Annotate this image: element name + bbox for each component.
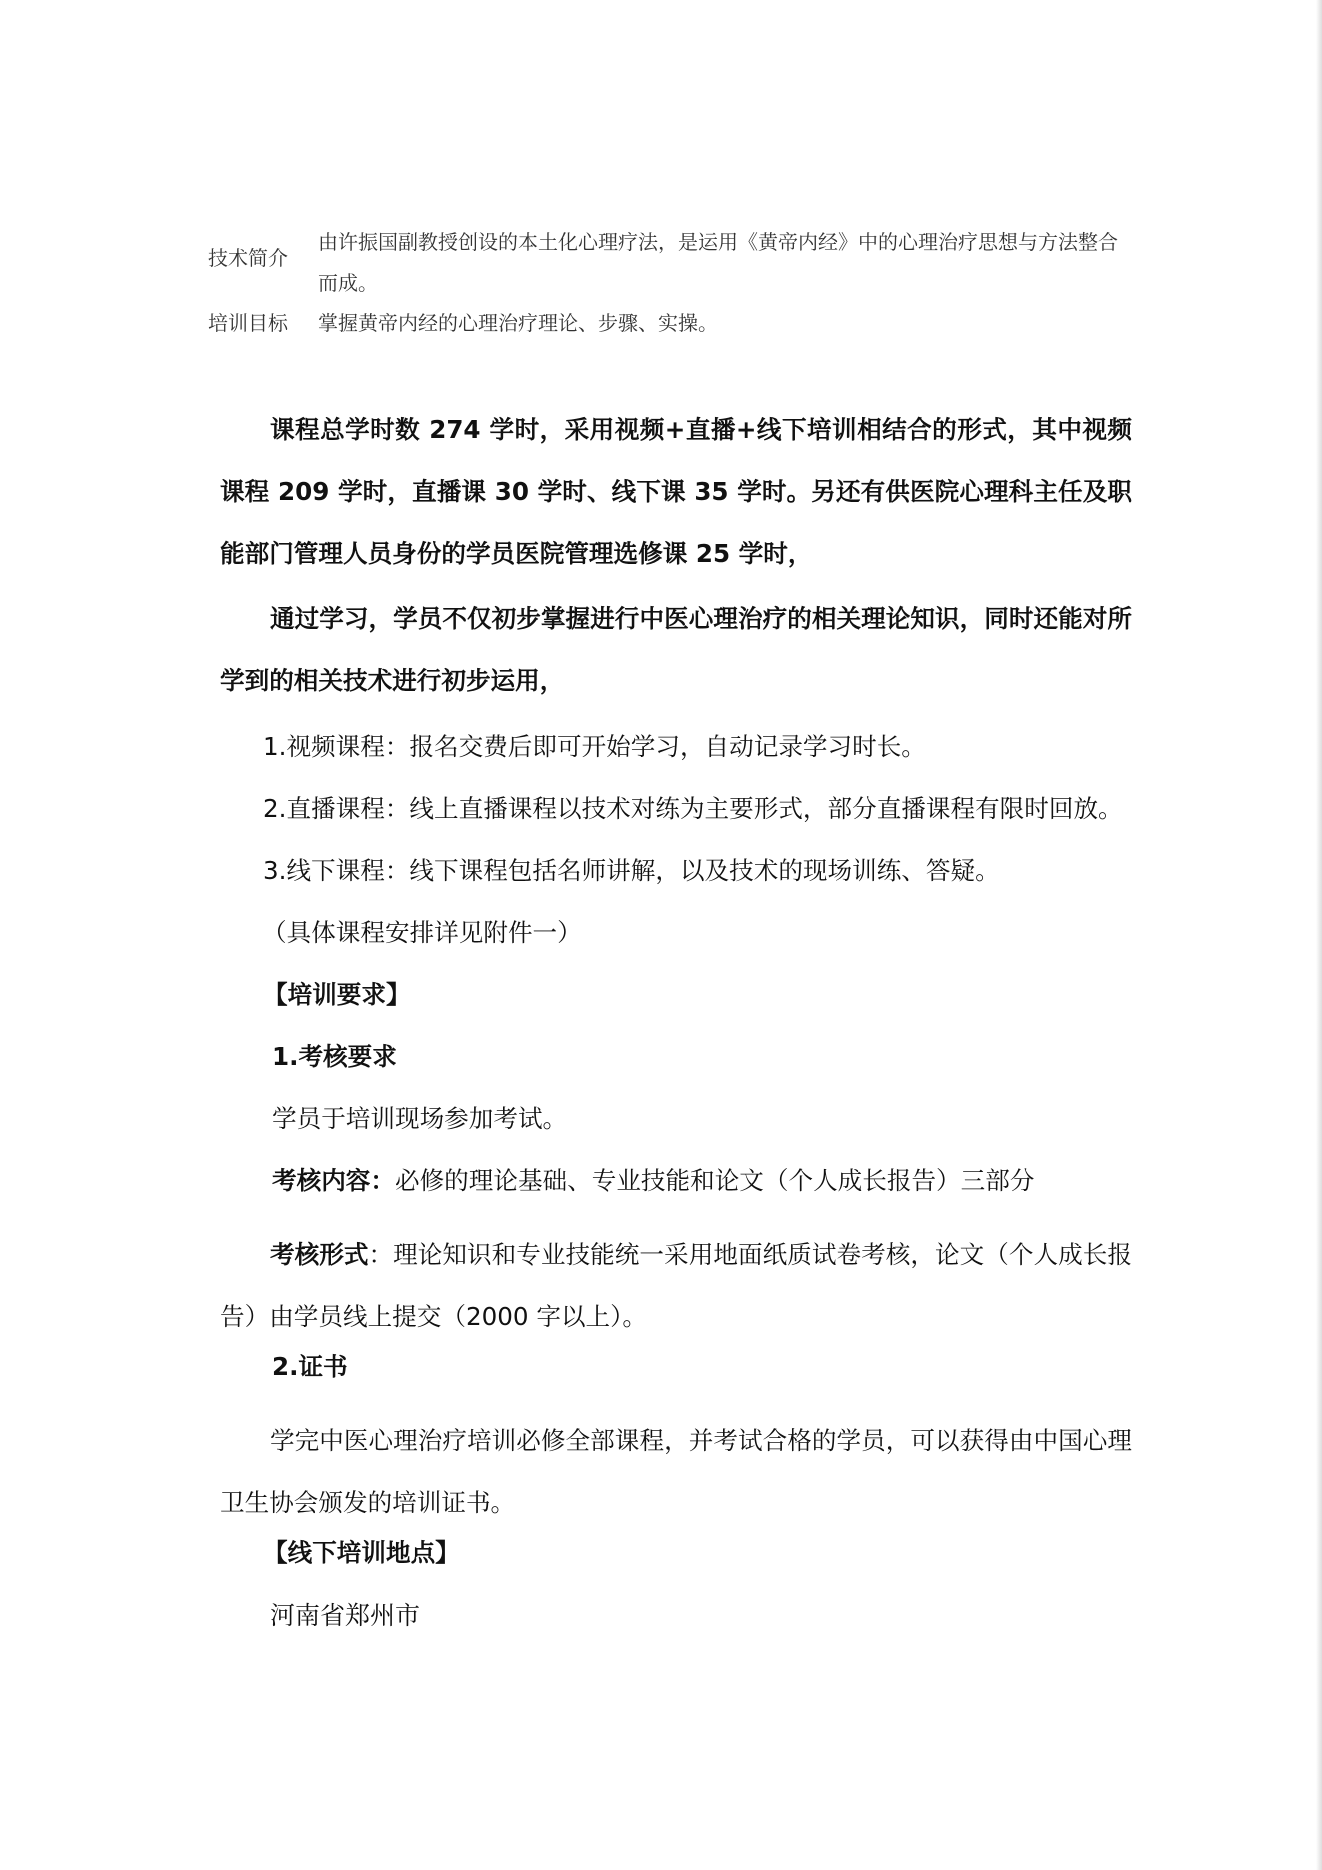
summary-paragraph: 课程总学时数 274 学时，采用视频+直播+线下培训相结合的形式，其中视频课程 209 学时，直播课 30 学时、线下课 35 学时。另还有供医院心理科主任及职能部门管理人员身份的学员医院管理选修课 25 学时， <box>220 415 1132 568</box>
course-item-offline: 3.线下课程：线下课程包括名师讲解，以及技术的现场训练、答疑。 <box>263 856 1000 885</box>
course-item-video: 1.视频课程：报名交费后即可开始学习，自动记录学习时长。 <box>263 732 926 761</box>
exam-form <box>220 1224 1132 1348</box>
learning-paragraph: 通过学习，学员不仅初步掌握进行中医心理治疗的相关理论知识，同时还能对所学到的相关技术进行初步运用， <box>220 604 1132 695</box>
row-value-goal: 掌握黄帝内经的心理治疗理论、步骤、实操。 <box>318 311 718 335</box>
exam-form-label: 考核形式 <box>270 1240 369 1269</box>
location-city: 河南省郑州市 <box>270 1601 421 1630</box>
exam-form-text: ：理论知识和专业技能统一采用地面纸质试卷考核，论文（个人成长报告）由学员线上提交（2000 字以上）。 <box>220 1240 1132 1331</box>
requirements-heading: 【培训要求】 <box>263 980 411 1009</box>
row-value-intro: 由许振国副教授创设的本土化心理疗法，是运用《黄帝内经》中的心理治疗思想与方法整合而成。 <box>318 230 1118 295</box>
table-row <box>208 304 1128 342</box>
page-edge <box>1316 0 1322 1870</box>
exam-text: 学员于培训现场参加考试。 <box>272 1104 568 1133</box>
location-heading: 【线下培训地点】 <box>263 1538 460 1567</box>
info-table <box>208 222 1128 342</box>
cert-heading: 2.证书 <box>272 1352 348 1381</box>
exam-heading: 1.考核要求 <box>272 1042 397 1071</box>
row-label-intro: 技术简介 <box>208 246 288 270</box>
table-row <box>208 222 1128 304</box>
exam-content <box>272 1162 1034 1197</box>
cert-text: 学完中医心理治疗培训必修全部课程，并考试合格的学员，可以获得由中国心理卫生协会颁发的培训证书。 <box>220 1426 1132 1517</box>
exam-content-label: 考核内容： <box>272 1166 395 1195</box>
row-label-goal: 培训目标 <box>208 311 288 335</box>
schedule-note: （具体课程安排详见附件一） <box>262 918 582 947</box>
exam-content-text: 必修的理论基础、专业技能和论文（个人成长报告）三部分 <box>394 1166 1035 1195</box>
course-item-live: 2.直播课程：线上直播课程以技术对练为主要形式，部分直播课程有限时回放。 <box>263 794 1123 823</box>
